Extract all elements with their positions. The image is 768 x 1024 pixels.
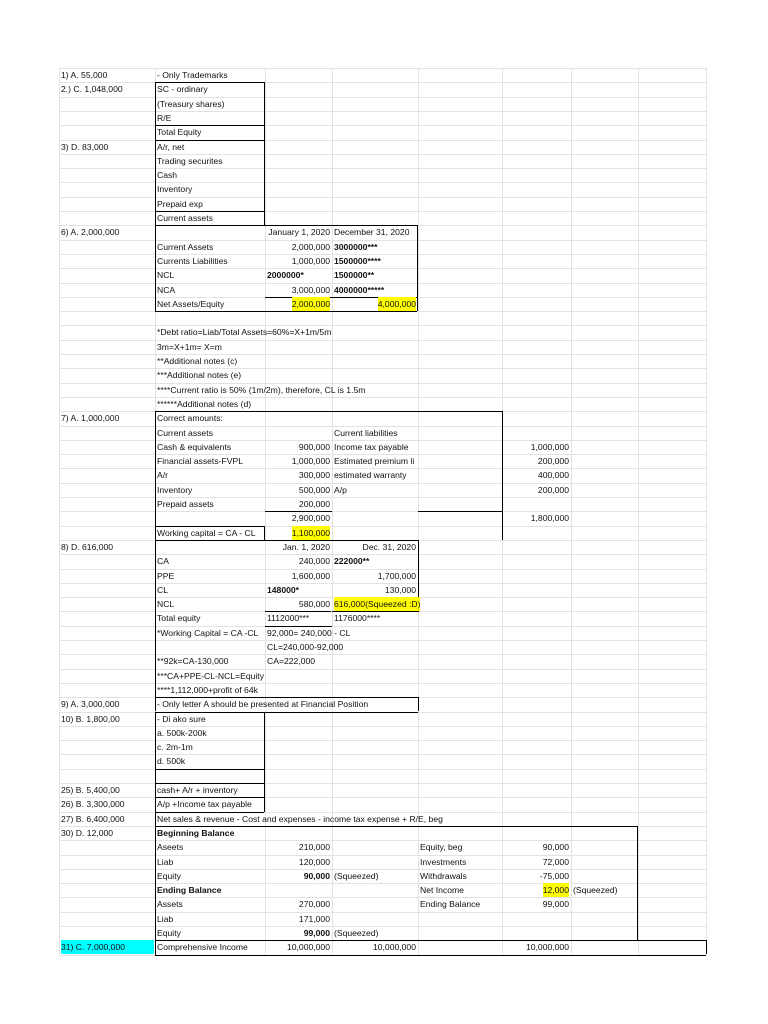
sheet-cell: A/p [334,485,347,495]
sheet-cell: December 31, 2020 [334,227,410,237]
answer-a30: 30) D. 12,000 [61,828,114,838]
sheet-cell: 1,100,000 [291,528,330,538]
sheet-cell: **92k=CA-130,000 [157,656,229,666]
border-line [155,540,156,697]
sheet-cell: Investments [420,857,467,867]
sheet-cell: 270,000 [298,899,330,909]
sheet-cell: 222000** [334,556,370,566]
border-line [417,225,418,311]
sheet-cell: 1,000,000 [530,442,569,452]
sheet-cell: Total Equity [157,127,202,137]
sheet-cell: 580,000 [298,599,330,609]
sheet-cell: Current assets [157,428,213,438]
sheet-cell: 3000000*** [334,242,378,252]
sheet-cell: 1176000**** [334,613,381,623]
sheet-cell: c. 2m-1m [157,742,193,752]
answer-a3: 3) D. 83,000 [61,142,109,152]
border-line [637,826,638,940]
sheet-cell: 900,000 [298,442,330,452]
sheet-cell: CL [157,585,168,595]
sheet-cell: Prepaid exp [157,199,203,209]
sheet-cell: 2,000,000 [291,299,330,309]
sheet-cell: Income tax payable [334,442,409,452]
sheet-cell: Aseets [157,842,184,852]
border-line [155,411,156,540]
sheet-cell: Liab [157,857,174,867]
sheet-cell: 1,700,000 [377,571,416,581]
grid-row-line [59,511,706,512]
answer-a1: 1) A. 55,000 [61,70,108,80]
sheet-cell: 4,000,000 [377,299,416,309]
sheet-cell: Net sales & revenue - Cost and expenses - income tax expense + R/E, beg [157,814,443,824]
sheet-cell: A/r, net [157,142,185,152]
border-line [265,311,331,312]
sheet-cell: ****Current ratio is 50% (1m/2m), therefore, CL is 1.5m [157,385,366,395]
sheet-cell: 2,900,000 [291,513,330,523]
sheet-cell: Current assets [157,213,213,223]
sheet-cell: Comprehensive Income [157,942,248,952]
border-line [706,940,707,954]
answer-a2: 2.) C. 1,048,000 [61,84,123,94]
sheet-cell: 10,000,000 [286,942,330,952]
answer-a27: 27) B. 6,400,000 [61,814,125,824]
sheet-cell: PPE [157,571,175,581]
border-line [155,783,156,826]
sheet-cell: 99,000 [303,928,330,938]
sheet-cell: CL=240,000-92,000 [267,642,344,652]
border-line [418,511,502,512]
sheet-cell: Total equity [157,613,201,623]
answer-a8: 8) D. 616,000 [61,542,114,552]
sheet-cell: Current Assets [157,242,214,252]
border-line [155,769,264,770]
answer-a10: 10) B. 1,800,00 [61,714,120,724]
sheet-cell: 200,000 [537,485,569,495]
sheet-cell: **Additional notes (c) [157,356,238,366]
sheet-cell: 10,000,000 [525,942,569,952]
border-line [264,82,265,225]
sheet-cell: Equity, beg [420,842,463,852]
sheet-cell: SC - ordinary [157,84,208,94]
grid-row-line [59,640,706,641]
sheet-cell: Inventory [157,184,193,194]
sheet-cell: 130,000 [384,585,416,595]
border-line [155,955,706,956]
sheet-cell: 200,000 [298,499,330,509]
sheet-cell: 171,000 [298,914,330,924]
sheet-cell: Prepaid assets [157,499,214,509]
sheet-cell: Estimated premium li [334,456,415,466]
sheet-cell: 90,000 [542,842,569,852]
sheet-cell: cash+ A/r + inventory [157,785,238,795]
sheet-cell: R/E [157,113,172,123]
sheet-cell: 1500000** [334,270,375,280]
sheet-cell: 3m=X+1m= X=m [157,342,222,352]
sheet-cell: ***Additional notes (e) [157,370,242,380]
sheet-cell: Ending Balance [157,885,222,895]
sheet-cell: Correct amounts: [157,413,223,423]
sheet-cell: (Squeezed) [334,871,379,881]
sheet-cell: Financial assets-FVPL [157,456,243,466]
sheet-cell: Withdrawals [420,871,467,881]
sheet-cell: 4000000***** [334,285,385,295]
border-line [418,697,419,711]
border-line [264,526,265,540]
spreadsheet [59,68,706,955]
sheet-cell: Liab [157,914,174,924]
sheet-cell: Cash & equivalents [157,442,232,452]
sheet-cell: A/r [157,470,168,480]
sheet-cell: Trading securites [157,156,223,166]
sheet-cell: Net Income [420,885,464,895]
border-line [502,411,503,540]
sheet-cell: (Squeezed) [334,928,379,938]
sheet-cell: - Only Trademarks [157,70,228,80]
sheet-cell: NCL [157,270,175,280]
answer-a31: 31) C. 7,000,000 [61,940,154,954]
sheet-cell: Inventory [157,485,193,495]
sheet-cell: NCL [157,599,175,609]
sheet-cell: Ending Balance [420,899,481,909]
sheet-cell: Dec. 31, 2020 [362,542,416,552]
border-line [155,225,156,311]
sheet-cell: 120,000 [298,857,330,867]
sheet-cell: Current liabilities [334,428,398,438]
sheet-cell: 12,000 [542,885,569,895]
sheet-cell: Cash [157,170,178,180]
sheet-cell: Working capital = CA - CL [157,528,256,538]
border-line [155,712,156,784]
sheet-cell: Assets [157,899,183,909]
sheet-cell: - Only letter A should be presented at Financial Position [157,699,369,709]
sheet-cell: 148000* [267,585,300,595]
sheet-cell: 2,000,000 [291,242,330,252]
sheet-cell: ***CA+PPE-CL-NCL=Equity [157,671,264,681]
sheet-cell: 616,000(Squeezed :D) [334,599,421,609]
sheet-cell: 200,000 [537,456,569,466]
answer-a7: 7) A. 1,000,000 [61,413,120,423]
sheet-cell: 400,000 [537,470,569,480]
sheet-cell: 1,000,000 [291,256,330,266]
sheet-cell: 1,800,000 [530,513,569,523]
sheet-cell: 3,000,000 [291,285,330,295]
sheet-cell: CA [157,556,169,566]
grid-col-line [706,68,707,955]
sheet-cell: -75,000 [539,871,569,881]
sheet-cell: Beginning Balance [157,828,235,838]
border-line [264,712,265,784]
sheet-cell: 1500000**** [334,256,381,266]
sheet-cell: A/p +Income tax payable [157,799,252,809]
sheet-cell: 1112000*** [267,613,310,623]
answer-a25: 25) B. 5,400,00 [61,785,120,795]
sheet-cell: Net Assets/Equity [157,299,225,309]
sheet-cell: 90,000 [303,871,330,881]
sheet-cell: 300,000 [298,470,330,480]
sheet-cell: *Working Capital = CA -CL [157,628,259,638]
sheet-cell: 2000000* [267,270,304,280]
sheet-cell: (Squeezed) [573,885,618,895]
sheet-cell: 500,000 [298,485,330,495]
sheet-cell: ******Additional notes (d) [157,399,252,409]
sheet-cell: 210,000 [298,842,330,852]
sheet-cell: ****1,112,000+profit of 64k [157,685,258,695]
sheet-cell: Jan. 1, 2020 [282,542,330,552]
answer-a26: 26) B. 3,300,000 [61,799,125,809]
sheet-cell: 72,000 [542,857,569,867]
sheet-cell: estimated warranty [334,470,407,480]
sheet-cell: d. 500k [157,756,186,766]
border-line [264,783,265,812]
border-line [155,82,156,225]
answer-a6: 6) A. 2,000,000 [61,227,120,237]
sheet-cell: NCA [157,285,176,295]
sheet-cell: January 1, 2020 [268,227,330,237]
sheet-cell: Currents Liabilities [157,256,228,266]
sheet-cell: (Treasury shares) [157,99,225,109]
sheet-cell: a. 500k-200k [157,728,207,738]
sheet-cell: - Di ako sure [157,714,206,724]
sheet-cell: *Debt ratio=Liab/Total Assets=60%=X+1m/5m [157,327,332,337]
sheet-cell: 99,000 [542,899,569,909]
sheet-cell: 10,000,000 [372,942,416,952]
border-line [155,826,156,955]
sheet-cell: Equity [157,871,181,881]
sheet-cell: 1,600,000 [291,571,330,581]
sheet-cell: CA=222,000 [267,656,316,666]
border-line [155,697,156,711]
sheet-cell: 240,000 [298,556,330,566]
sheet-cell: 1,000,000 [291,456,330,466]
answer-a9: 9) A. 3,000,000 [61,699,120,709]
sheet-cell: 92,000= 240,000 - CL [267,628,351,638]
sheet-cell: Equity [157,928,181,938]
